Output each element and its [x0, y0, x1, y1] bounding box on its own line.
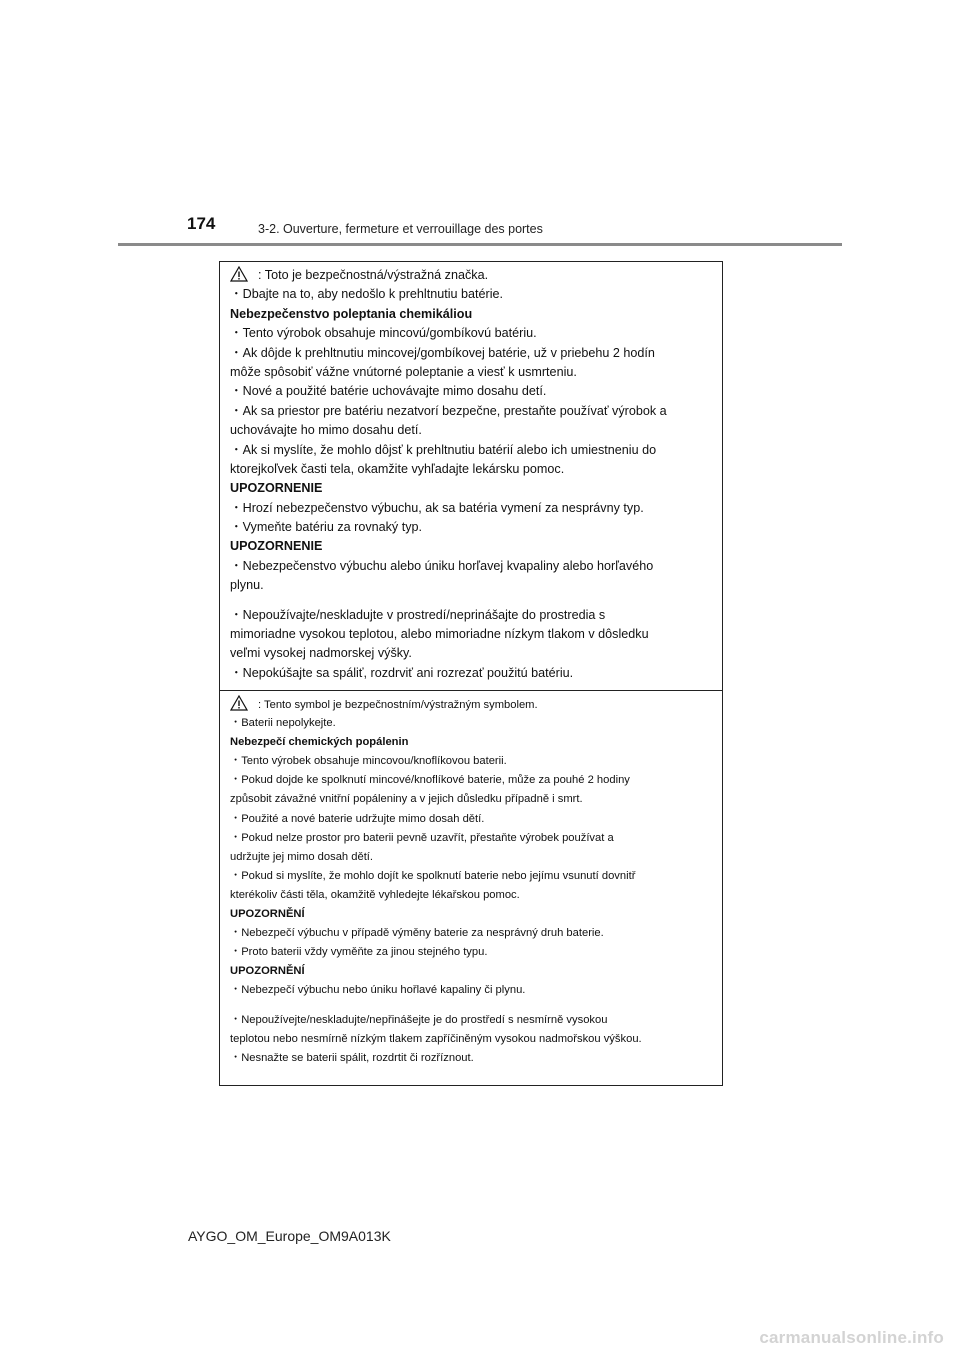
section-heading: Nebezpečí chemických popálenin [230, 736, 409, 749]
text-line: ・Ak sa priestor pre batériu nezatvorí bezpečne, prestaňte používať výrobok a [230, 403, 667, 418]
text-line: ktorejkoľvek časti tela, okamžite vyhľadajte lekársku pomoc. [230, 461, 565, 476]
text-line: ・Ak dôjde k prehltnutiu mincovej/gombíkovej batérie, už v priebehu 2 hodín [230, 345, 655, 360]
text-line: ・Použité a nové baterie udržujte mimo dosah dětí. [230, 812, 485, 825]
text-line: ・Proto baterii vždy vyměňte za jinou stejného typu. [230, 946, 488, 959]
section-heading: UPOZORNĚNÍ [230, 965, 305, 978]
text-line: ・Pokud nelze prostor pro baterii pevně uzavřít, přestaňte výrobek používat a [230, 831, 614, 844]
warning-box-czech [219, 690, 723, 1086]
text-line: ・Nepokúšajte sa spáliť, rozdrviť ani rozrezať použitú batériu. [230, 665, 574, 680]
text-line: plynu. [230, 578, 264, 593]
text-line: ・Vymeňte batériu za rovnaký typ. [230, 520, 423, 535]
symbol-line [230, 266, 716, 285]
text-line: způsobit závažné vnitřní popáleniny a v jejich důsledku případně i smrt. [230, 793, 583, 806]
text-line: ・Nebezpečí výbuchu nebo úniku hořlavé kapaliny či plynu. [230, 984, 526, 997]
text-line: ・Nepoužívajte/neskladujte v prostredí/neprinášajte do prostredia s [230, 607, 606, 622]
text-line: môže spôsobiť vážne vnútorné poleptanie a viesť k usmrteniu. [230, 364, 577, 379]
symbol-line-text: : Toto je bezpečnostná/výstražná značka. [258, 268, 489, 282]
section-heading: UPOZORNENIE [230, 539, 323, 554]
symbol-line-text: : Tento symbol je bezpečnostním/výstražným symbolem. [258, 699, 538, 711]
page-number: 174 [187, 214, 216, 233]
section-title: 3-2. Ouverture, fermeture et verrouillage des portes [258, 222, 543, 236]
section-heading: Nebezpečenstvo poleptania chemikáliou [230, 306, 473, 321]
symbol-line [230, 695, 716, 714]
warning-lines-czech [230, 695, 716, 1068]
text-line: ・Pokud si myslíte, že mohlo dojít ke spolknutí baterie nebo jejímu vsunutí dovnitř [230, 869, 636, 882]
text-line: ・Ak si myslíte, že mohlo dôjsť k prehltnutiu batérií alebo ich umiestneniu do [230, 442, 657, 457]
text-line: ・Nebezpečí výbuchu v případě výměny baterie za nesprávný druh baterie. [230, 927, 604, 940]
text-line: ・Nepoužívejte/neskladujte/nepřinášejte je do prostředí s nesmírně vysokou [230, 1013, 608, 1026]
text-line: udržujte jej mimo dosah dětí. [230, 850, 374, 863]
warning-lines-slovak [230, 266, 716, 683]
text-line: uchovávajte ho mimo dosahu detí. [230, 423, 422, 438]
text-line: ・Tento výrobok obsahuje mincovú/gombíkovú batériu. [230, 326, 537, 341]
paragraph-gap [230, 1001, 716, 1011]
text-line: kterékoliv části těla, okamžitě vyhledejte lékařskou pomoc. [230, 888, 520, 901]
text-line: ・Hrozí nebezpečenstvo výbuchu, ak sa batéria vymení za nesprávny typ. [230, 500, 644, 515]
section-heading: UPOZORNENIE [230, 481, 323, 496]
footer-code: AYGO_OM_Europe_OM9A013K [188, 1228, 391, 1244]
text-line: ・Pokud dojde ke spolknutí mincové/knoflíkové baterie, může za pouhé 2 hodiny [230, 774, 630, 787]
paragraph-gap [230, 596, 716, 606]
text-line: mimoriadne vysokou teplotou, alebo mimoriadne nízkym tlakom v dôsledku [230, 627, 649, 642]
text-line: ・Nové a použité batérie uchovávajte mimo dosahu detí. [230, 384, 547, 399]
text-line: ・Tento výrobek obsahuje mincovou/knoflíkovou baterii. [230, 755, 507, 768]
watermark: carmanualsonline.info [759, 1328, 944, 1347]
text-line: teplotou nebo nesmírně nízkým tlakem zapříčiněným vysokou nadmořskou výškou. [230, 1032, 642, 1045]
text-line: veľmi vysokej nadmorskej výšky. [230, 646, 412, 661]
text-line: ・Dbajte na to, aby nedošlo k prehltnutiu batérie. [230, 287, 504, 302]
header-rule [118, 243, 842, 246]
warning-box-slovak [219, 261, 723, 691]
text-line: ・Nesnažte se baterii spálit, rozdrtit či rozříznout. [230, 1051, 474, 1064]
section-heading: UPOZORNĚNÍ [230, 908, 305, 921]
text-line: ・Baterii nepolykejte. [230, 717, 336, 730]
text-line: ・Nebezpečenstvo výbuchu alebo úniku horľavej kvapaliny alebo horľavého [230, 558, 654, 573]
